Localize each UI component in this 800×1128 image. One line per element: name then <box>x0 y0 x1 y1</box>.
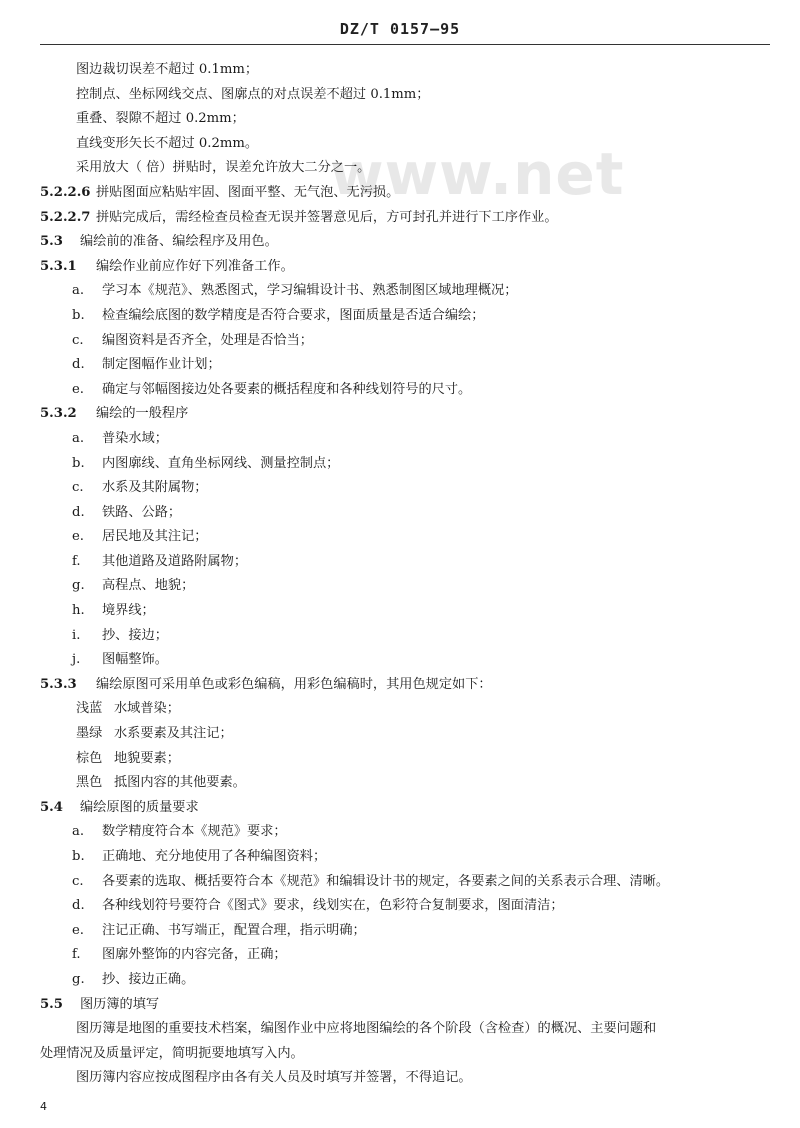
color-usage: 水系要素及其注记； <box>114 726 233 742</box>
list-item-text: 编图资料是否齐全，处理是否恰当； <box>102 332 313 348</box>
list-item <box>0 599 800 624</box>
clause-text: 拼贴图面应粘贴牢固、图面平整、无气泡、无污损。 <box>96 184 400 200</box>
list-item <box>0 501 800 526</box>
list-item <box>0 845 800 870</box>
list-item-text: 其他道路及道路附属物； <box>102 553 248 569</box>
list-item-text: 高程点、地貌； <box>102 578 195 594</box>
clause-text: 编绘作业前应作好下列准备工作。 <box>96 258 294 274</box>
color-rule-item <box>0 722 800 747</box>
list-item-label: b. <box>72 849 85 864</box>
clause-number: 5.2.2.7 <box>40 209 91 225</box>
continued-text-line: 图边裁切误差不超过 0.1mm； <box>76 62 259 77</box>
list-item-text: 图廓外整饰的内容完备，正确； <box>102 947 287 963</box>
clause-text: 图历簿的填写 <box>80 996 160 1012</box>
list-item <box>0 968 800 993</box>
list-item-label: f. <box>72 947 81 963</box>
list-item <box>0 329 800 354</box>
list-item <box>0 919 800 944</box>
header-rule <box>40 44 770 45</box>
list-item-text: 抄、接边正确。 <box>102 971 195 987</box>
clause-text: 编绘原图的质量要求 <box>80 799 199 815</box>
list-item-text: 各要素的选取、概括要符合本《规范》和编辑设计书的规定，各要素之间的关系表示合理、清晰。 <box>102 873 670 889</box>
list-item <box>0 279 800 304</box>
list-item-label: h. <box>72 603 85 619</box>
list-item <box>0 427 800 452</box>
clause-heading <box>0 796 800 821</box>
clause-text: 编绘前的准备、编绘程序及用色。 <box>80 234 278 250</box>
list-item <box>0 378 800 403</box>
page-number: 4 <box>40 1100 47 1113</box>
color-usage: 地貌要素； <box>114 750 180 766</box>
clause-heading <box>0 255 800 280</box>
clause-heading <box>0 673 800 698</box>
color-usage: 抵图内容的其他要素。 <box>114 775 246 791</box>
list-item-text: 检查编绘底图的数学精度是否符合要求，图面质量是否适合编绘； <box>102 307 485 323</box>
color-usage: 水域普染； <box>114 701 180 717</box>
list-item-label: f. <box>72 553 81 569</box>
list-item-label: i. <box>72 627 81 643</box>
list-item-text: 正确地、充分地使用了各种编图资料； <box>102 849 327 864</box>
list-item-label: a. <box>72 283 85 299</box>
paragraph-line: 图历簿内容应按成图程序由各有关人员及时填写并签署，不得追记。 <box>76 1070 472 1086</box>
list-item-label: e. <box>72 381 84 397</box>
color-rule-item <box>0 747 800 772</box>
list-item-text: 居民地及其注记； <box>102 529 208 545</box>
paragraph-line: 图历簿是地图的重要技术档案，编图作业中应将地图编绘的各个阶段（含检查）的概况、主要问题和 <box>76 1021 657 1037</box>
clause-text: 拼贴完成后，需经检查员检查无误并签署意见后，方可封孔并进行下工序作业。 <box>96 209 558 225</box>
list-item <box>0 574 800 599</box>
list-item-text: 境界线； <box>102 603 155 619</box>
continued-text-line: 重叠、裂隙不超过 0.2mm； <box>76 111 245 127</box>
list-item-label: j. <box>72 652 81 668</box>
clause-text: 编绘的一般程序 <box>96 406 189 422</box>
list-item <box>0 624 800 649</box>
continued-text-line: 采用放大（ 倍）拼贴时，误差允许放大二分之一。 <box>76 160 371 176</box>
list-item-text: 水系及其附属物； <box>102 480 208 496</box>
list-item <box>0 550 800 575</box>
list-item-label: d. <box>72 504 85 520</box>
list-item <box>0 894 800 919</box>
list-item-label: d. <box>72 357 85 373</box>
color-rule-item <box>0 771 800 796</box>
list-item-text: 抄、接边； <box>102 627 168 643</box>
list-item-label: e. <box>72 529 84 545</box>
paragraph-line: 处理情况及质量评定，简明扼要地填写入内。 <box>40 1045 304 1061</box>
list-item <box>0 353 800 378</box>
list-item-text: 学习本《规范》、熟悉图式，学习编辑设计书、熟悉制图区域地理概况； <box>102 283 518 299</box>
body-text <box>0 58 800 1091</box>
list-item <box>0 943 800 968</box>
list-item-label: b. <box>72 455 85 471</box>
list-item-label: a. <box>72 430 85 446</box>
clause-number: 5.4 <box>40 799 63 815</box>
list-item-label: g. <box>72 578 85 594</box>
clause-number: 5.3.2 <box>40 406 77 422</box>
clause-number: 5.5 <box>40 996 63 1012</box>
list-item-text: 内图廓线、直角坐标网线、测量控制点； <box>102 455 340 471</box>
list-item-label: c. <box>72 332 84 348</box>
list-item-text: 数学精度符合本《规范》要求； <box>102 824 287 840</box>
list-item <box>0 476 800 501</box>
color-name: 棕色 <box>76 750 103 766</box>
list-item-label: c. <box>72 480 84 496</box>
clause-heading <box>0 993 800 1018</box>
clause-number: 5.3.1 <box>40 258 77 274</box>
list-item-text: 制定图幅作业计划； <box>102 357 221 373</box>
color-name: 黑色 <box>76 775 103 791</box>
list-item-text: 确定与邻幅图接边处各要素的概括程度和各种线划符号的尺寸。 <box>102 381 472 397</box>
clause-heading <box>0 206 800 231</box>
clause-number: 5.2.2.6 <box>40 184 91 200</box>
list-item-label: g. <box>72 971 85 987</box>
clause-heading <box>0 402 800 427</box>
clause-number: 5.3 <box>40 234 63 250</box>
continued-text-line: 直线变形矢长不超过 0.2mm。 <box>76 135 259 151</box>
list-item <box>0 820 800 845</box>
watermark: www.net <box>330 140 625 208</box>
list-item-label: b. <box>72 307 85 323</box>
list-item <box>0 870 800 895</box>
list-item-text: 注记正确、书写端正，配置合理，指示明确； <box>102 922 366 938</box>
standard-code-header: DZ/T 0157—95 <box>339 20 461 38</box>
list-item <box>0 648 800 673</box>
list-item <box>0 452 800 477</box>
clause-text: 编绘原图可采用单色或彩色编稿，用彩色编稿时，其用色规定如下： <box>96 676 492 692</box>
list-item-label: a. <box>72 824 85 840</box>
list-item-label: e. <box>72 922 84 938</box>
color-rule-item <box>0 697 800 722</box>
list-item-label: c. <box>72 873 84 889</box>
color-name: 墨绿 <box>76 726 103 742</box>
list-item <box>0 304 800 329</box>
list-item <box>0 525 800 550</box>
list-item-text: 图幅整饰。 <box>102 652 168 668</box>
list-item-text: 铁路、公路； <box>102 504 182 520</box>
clause-number: 5.3.3 <box>40 676 77 692</box>
list-item-text: 普染水域； <box>102 430 168 446</box>
color-name: 浅蓝 <box>76 701 103 717</box>
list-item-label: d. <box>72 898 85 914</box>
clause-heading <box>0 181 800 206</box>
continued-text-line: 控制点、坐标网线交点、图廓点的对点误差不超过 0.1mm； <box>76 86 430 102</box>
list-item-text: 各种线划符号要符合《图式》要求，线划实在，色彩符合复制要求，图面清洁； <box>102 898 564 914</box>
clause-heading <box>0 230 800 255</box>
